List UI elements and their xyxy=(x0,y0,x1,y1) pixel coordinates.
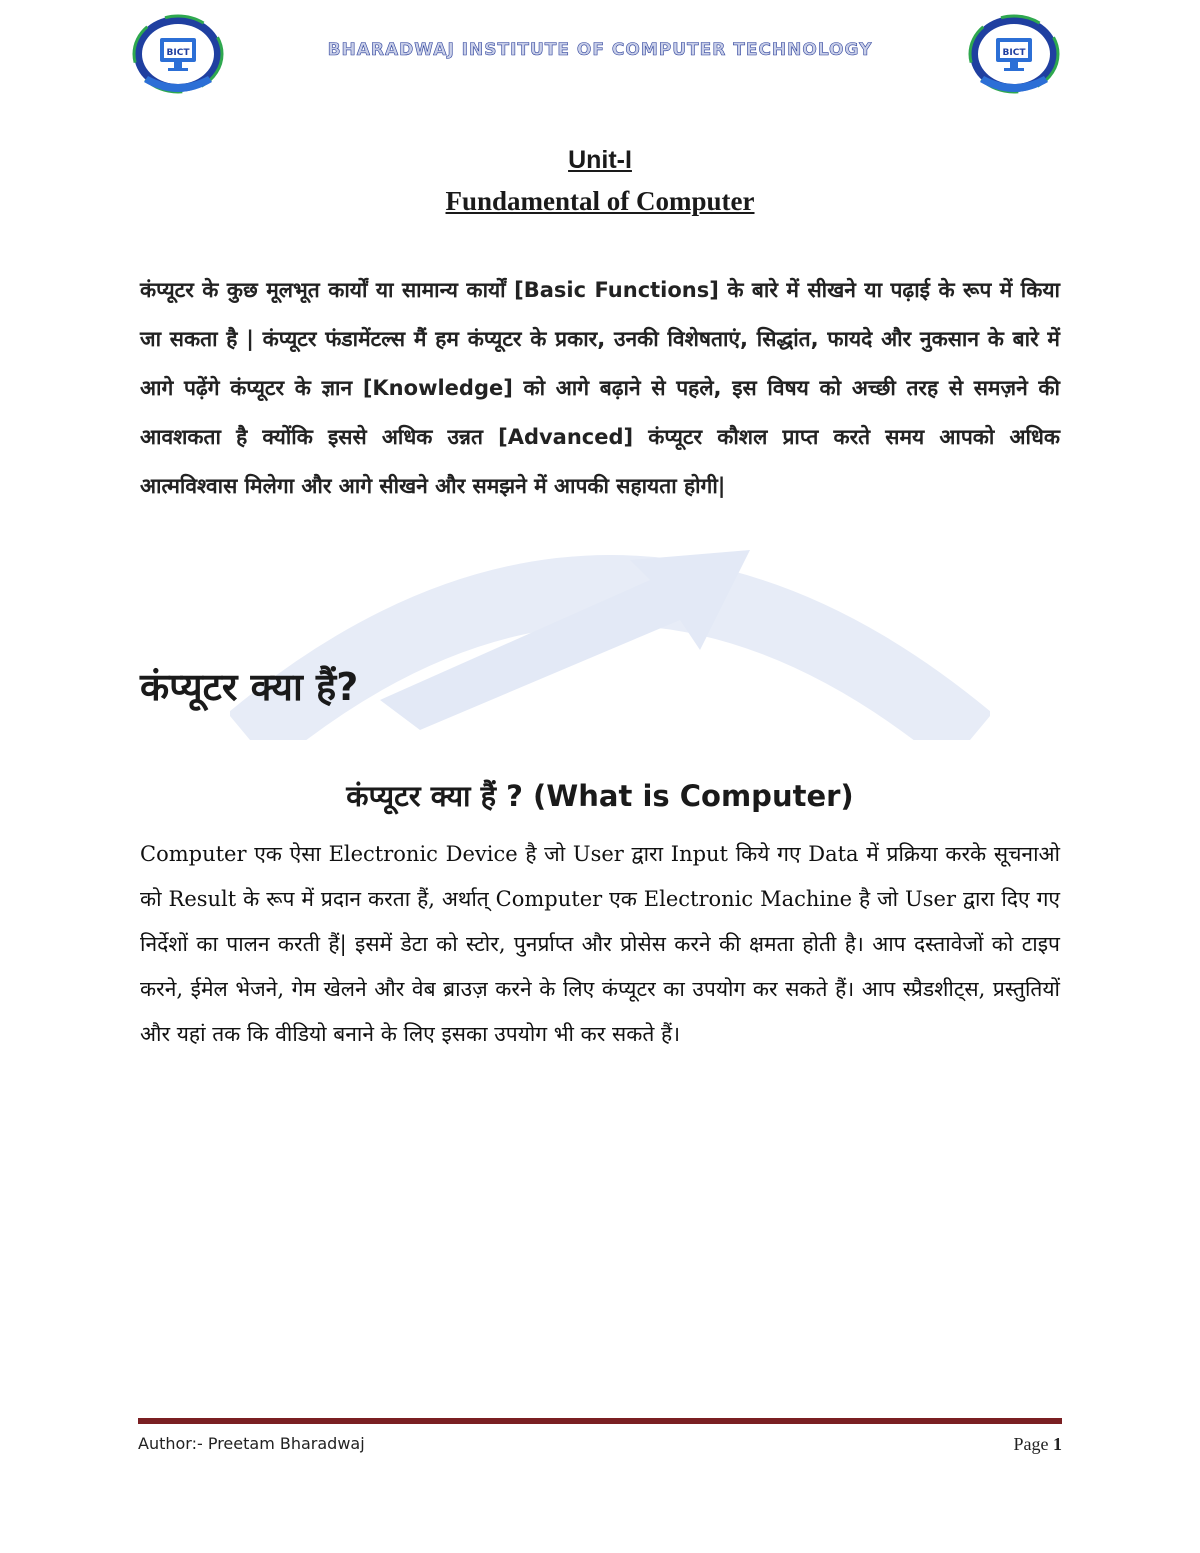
subheading: कंप्यूटर क्या हैं ? (What is Computer) xyxy=(346,779,854,813)
unit-title: Unit-I xyxy=(568,146,632,174)
document-title: Fundamental of Computer xyxy=(445,186,755,216)
page-label: Page xyxy=(1013,1434,1049,1454)
svg-text:BICT: BICT xyxy=(1002,48,1026,58)
body-paragraph: Computer एक ऐसा Electronic Device है जो User द्वारा Input किये गए Data में प्रक्रिया करके सूचनाओ को Result के रूप में प्रदान करता हैं, अर्थात् Computer एक Electronic Machine है जो User द्वारा दिए गए निर्देशों का पालन करती हैं| इसमें डेटा को स्टोर, पुनर्प्राप्त और प्रोसेस करने की क्षमता होती है। आप दस्तावेजों को टाइप करने, ईमेल भेजने, गेम खेलने और वेब ब्राउज़ करने के लिए कंप्यूटर का उपयोग कर सकते हैं। आप स्प्रैडशीट्स, प्रस्तुतियों और यहां तक कि वीडियो बनाने के लिए इसका उपयोग भी कर सकते हैं। xyxy=(140,842,1060,1046)
svg-text:BICT: BICT xyxy=(166,48,190,58)
institute-name: BHARADWAJ INSTITUTE OF COMPUTER TECHNOLOGY xyxy=(327,40,873,60)
page-number xyxy=(960,1434,1062,1455)
page-number-value: 1 xyxy=(1053,1434,1062,1454)
institute-logo-icon xyxy=(966,12,1062,96)
footer-author: Author:- Preetam Bharadwaj xyxy=(138,1434,365,1453)
section-heading: कंप्यूटर क्या हैं? xyxy=(140,665,359,709)
footer-divider xyxy=(138,1418,1062,1424)
intro-paragraph: कंप्यूटर के कुछ मूलभूत कार्यों या सामान्य कार्यों [Basic Functions] के बारे में सीखने या पढ़ाई के रूप में किया जा सकता है | कंप्यूटर फंडामेंटल्स मैं हम कंप्यूटर के प्रकार, उनकी विशेषताएं, सिद्धांत, फायदे और नुकसान के बारे में आगे पढ़ेंगे कंप्यूटर के ज्ञान [Knowledge] को आगे बढ़ाने से पहले, इस विषय को अच्छी तरह से समज़ने की आवशकता है क्योंकि इससे अधिक उन्नत [Advanced] कंप्यूटर कौशल प्राप्त करते समय आपको अधिक आत्मविश्वास मिलेगा और आगे सीखने और समझने में आपकी सहायता होगी| xyxy=(140,278,1060,498)
